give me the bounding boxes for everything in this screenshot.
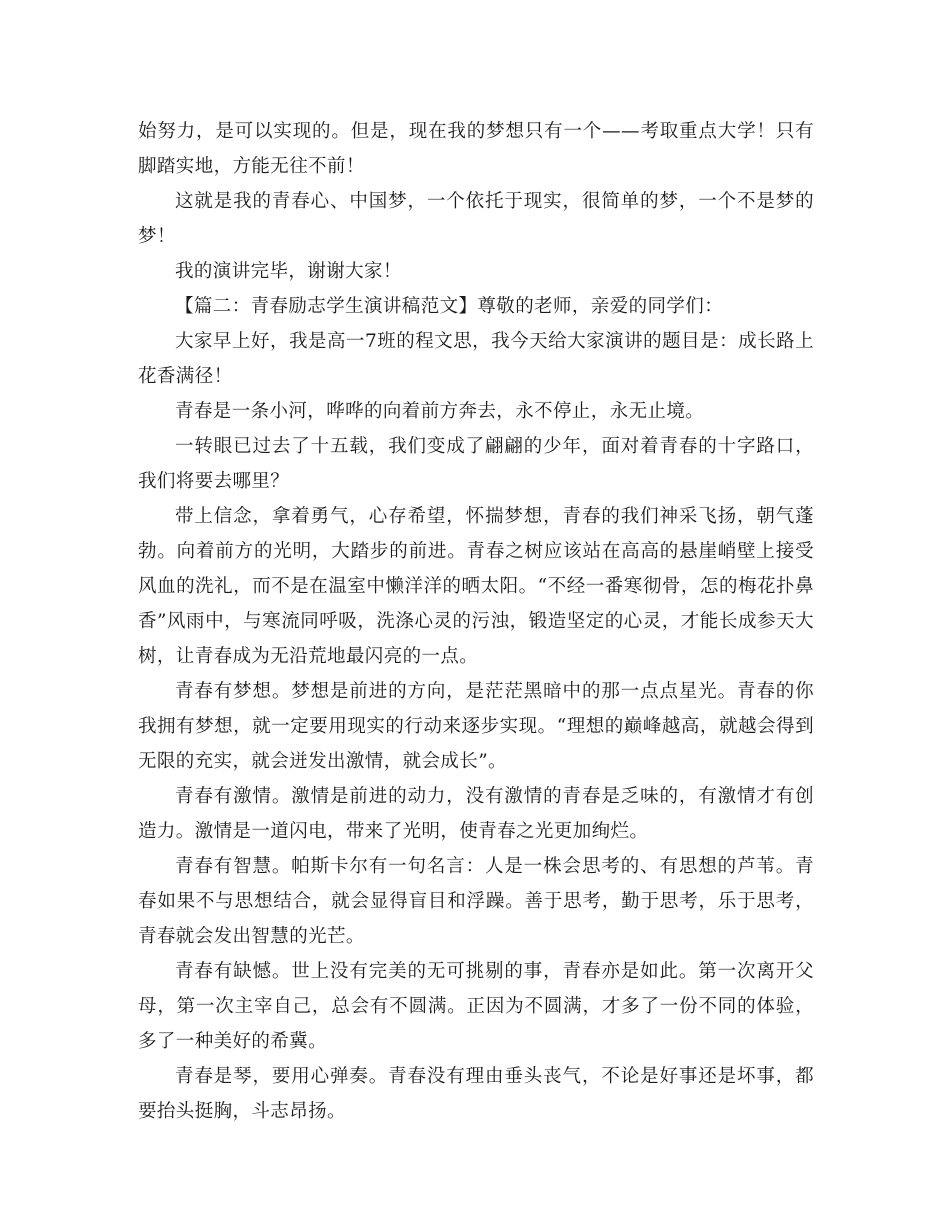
paragraph-3: 我的演讲完毕，谢谢大家！: [175, 261, 402, 282]
paragraph-13: 青春是琴，要用心弹奏。青春没有理由垂头丧气，不论是好事还是坏事，都要抬头挺胸，斗志昂扬。: [138, 1066, 814, 1122]
paragraph-12: 青春有缺憾。世上没有完美的无可挑剔的事，青春亦是如此。第一次离开父母，第一次主宰自己，总会有不圆满。正因为不圆满，才多了一份不同的体验，多了一种美好的希冀。: [138, 961, 814, 1052]
section-heading-paragraph: 【篇二：青春励志学生演讲稿范文】尊敬的老师，亲爱的同学们：: [175, 296, 724, 317]
paragraph-1: 始努力，是可以实现的。但是，现在我的梦想只有一个——考取重点大学！只有脚踏实地，方能无往不前！: [138, 121, 814, 177]
paragraph-9: 青春有梦想。梦想是前进的方向，是茫茫黑暗中的那一点点星光。青春的你我拥有梦想，就一定要用现实的行动来逐步实现。“理想的巅峰越高，就越会得到无限的充实，就会迸发出激情，就会成长”。: [138, 681, 814, 772]
paragraph-8: 带上信念，拿着勇气，心存希望，怀揣梦想，青春的我们神采飞扬，朝气蓬勃。向着前方的光明，大踏步的前进。青春之树应该站在高高的悬崖峭壁上接受风血的洗礼，而不是在温室中懒洋洋的晒太阳。“不经一番寒彻骨，怎的梅花扑鼻香”风雨中，与寒流同呼吸，洗涤心灵的污浊，锻造坚定的心灵，才能长成参天大树，让青春成为无沿荒地最闪亮的一点。: [138, 506, 814, 667]
paragraph-10: 青春有激情。激情是前进的动力，没有激情的青春是乏味的，有激情才有创造力。激情是一道闪电，带来了光明，使青春之光更加绚烂。: [138, 786, 814, 842]
paragraph-2: 这就是我的青春心、中国梦，一个依托于现实，很简单的梦，一个不是梦的梦！: [138, 191, 814, 247]
document-body: [138, 114, 814, 1129]
paragraph-5: 大家早上好，我是高一7班的程文思，我今天给大家演讲的题目是：成长路上花香满径！: [138, 331, 814, 387]
paragraph-11: 青春有智慧。帕斯卡尔有一句名言：人是一株会思考的、有思想的芦苇。青春如果不与思想结合，就会显得盲目和浮躁。善于思考，勤于思考，乐于思考，青春就会发出智慧的光芒。: [138, 856, 814, 947]
paragraph-7: 一转眼已过去了十五载，我们变成了翩翩的少年，面对着青春的十字路口，我们将要去哪里？: [138, 436, 814, 492]
paragraph-6: 青春是一条小河，哗哗的向着前方奔去，永不停止，永无止境。: [175, 401, 705, 422]
